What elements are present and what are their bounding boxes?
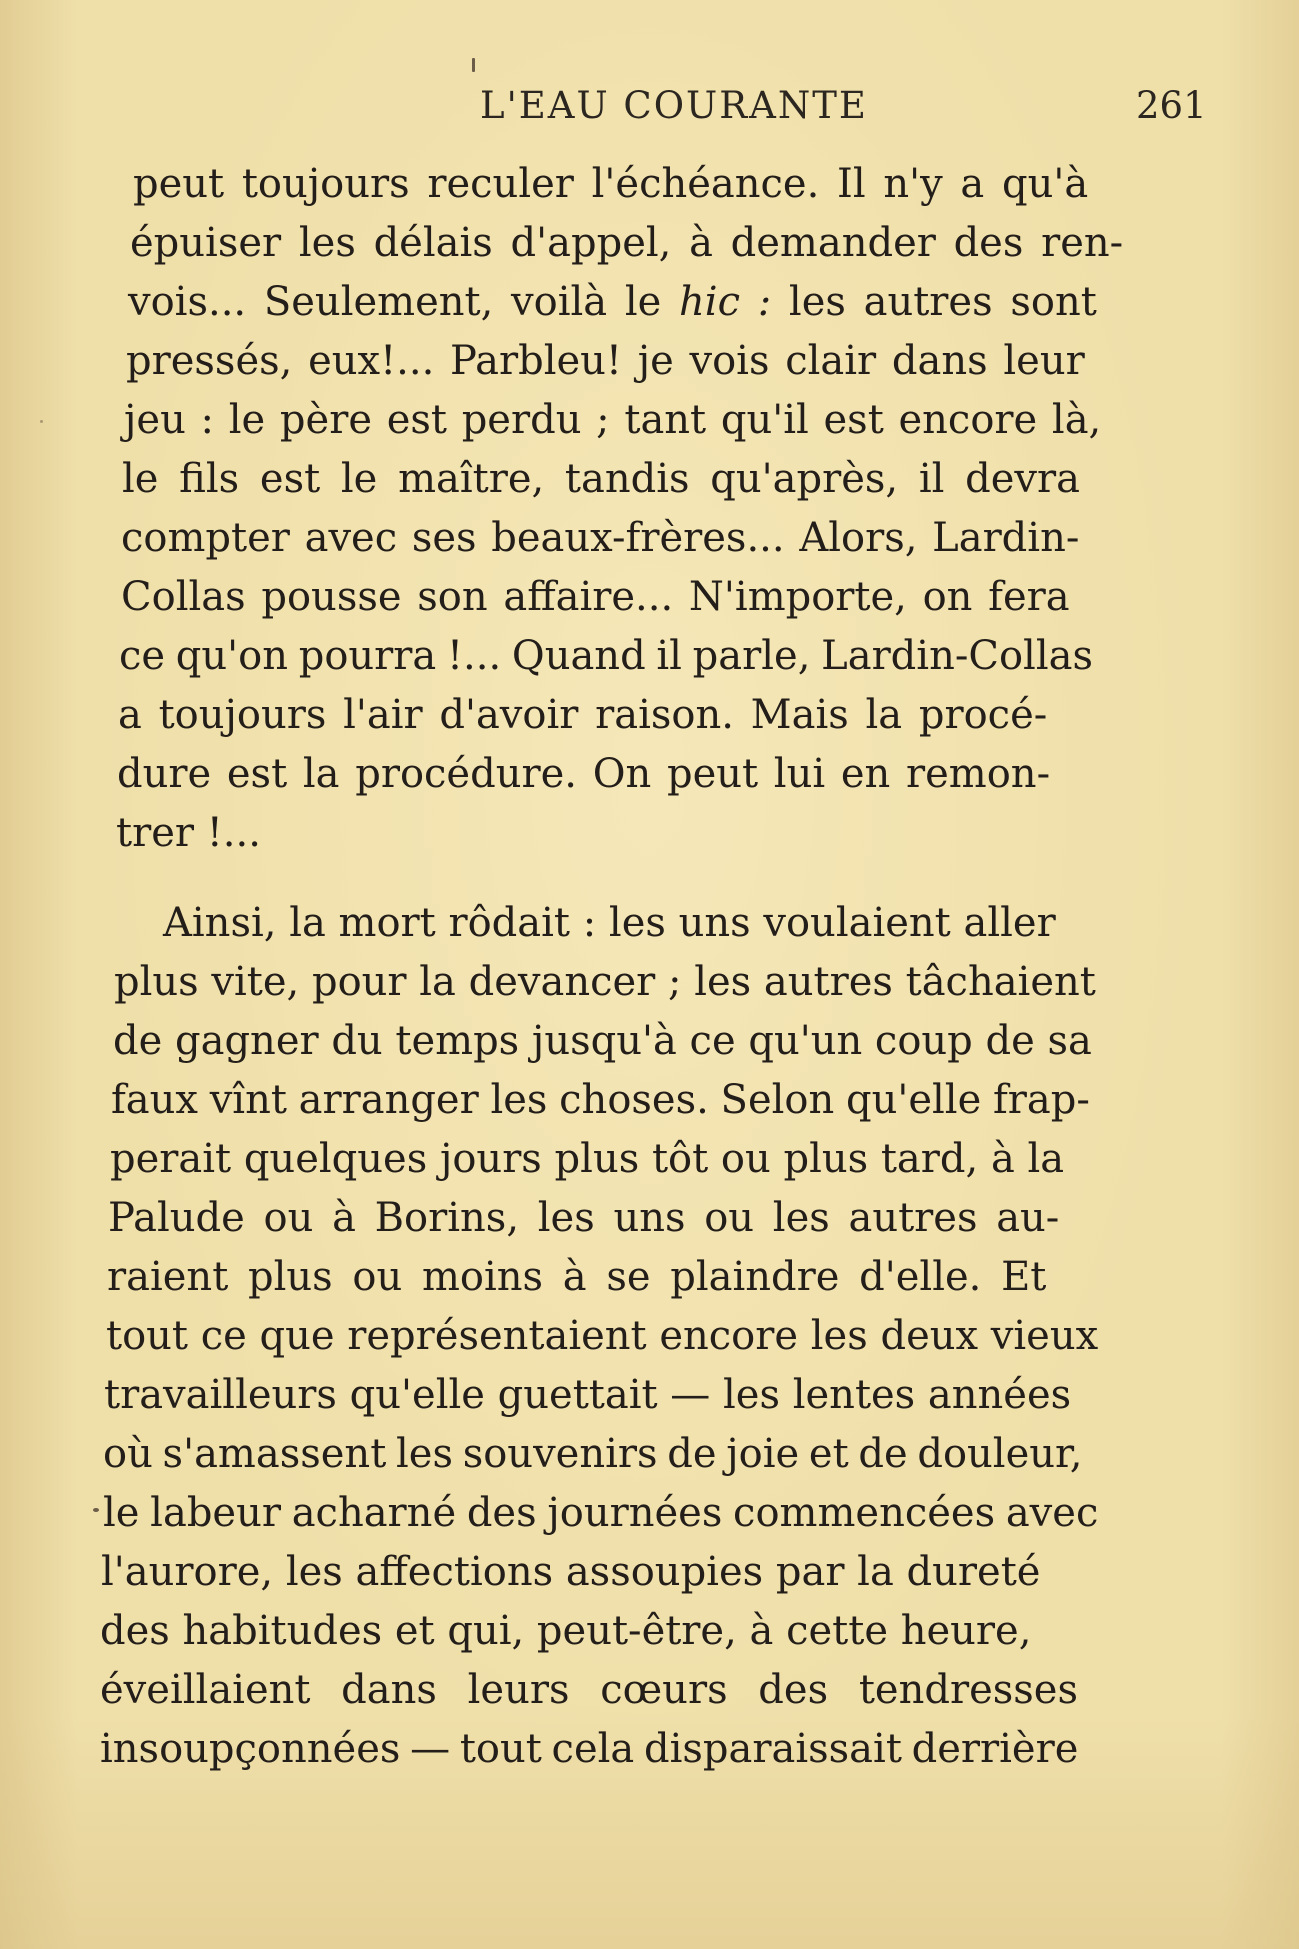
text-line: Collas pousse son affaire... N'importe, on fera [121,574,1070,620]
text-line: trer !... [116,810,261,856]
text-line: perait quelques jours plus tôt ou plus tard, à la [110,1136,1065,1182]
text-line: compter avec ses beaux-frères... Alors, Lardin- [121,515,1080,561]
text-line: faux vînt arranger les choses. Selon qu'elle frap- [111,1077,1090,1123]
text-line: le fils est le maître, tandis qu'après, il devra [122,456,1080,502]
text-line: des habitudes et qui, peut-être, à cette heure, [100,1608,1032,1654]
running-title: L'EAU COURANTE [480,84,868,127]
text-line: jeu : le père est perdu ; tant qu'il est encore là, [124,397,1102,443]
text-line: ce qu'on pourra !... Quand il parle, Lardin-Collas [119,633,1094,679]
italic-word: hic : [679,279,772,325]
text-line: peut toujours reculer l'échéance. Il n'y a qu'à [133,161,1089,207]
text-line: éveillaient dans leurs cœurs des tendresses [100,1667,1078,1713]
text-run: vois... Seulement, voilà le [128,279,680,325]
text-line: raient plus ou moins à se plaindre d'elle. Et [107,1254,1047,1300]
text-line: tout ce que représentaient encore les deux vieux [106,1313,1099,1359]
text-line: l'aurore, les affections assoupies par la dureté [101,1549,1041,1595]
ink-speck [472,58,475,72]
text-line [128,277,1097,327]
text-line: a toujours l'air d'avoir raison. Mais la procé- [118,692,1048,738]
text-line: plus vite, pour la devancer ; les autres tâchaient [114,959,1096,1005]
ink-speck [93,1508,99,1512]
text-line: le labeur acharné des journées commencées avec [103,1490,1099,1536]
text-line: épuiser les délais d'appel, à demander des ren- [130,220,1124,266]
text-line: où s'amassent les souvenirs de joie et de douleur, [103,1431,1083,1477]
text-line: de gagner du temps jusqu'à ce qu'un coup de sa [113,1018,1092,1064]
text-line: Palude ou à Borins, les uns ou les autres au- [108,1195,1060,1241]
ink-speck [40,420,43,423]
text-run: les autres sont [771,279,1097,325]
text-line: dure est la procédure. On peut lui en remon- [117,751,1051,797]
text-line: insoupçonnées — tout cela disparaissait derrière [100,1726,1079,1772]
text-line: Ainsi, la mort rôdait : les uns voulaient aller [163,900,1056,946]
text-line: travailleurs qu'elle guettait — les lentes années [104,1372,1072,1418]
text-line: pressés, eux!... Parbleu! je vois clair dans leur [126,338,1085,384]
page-number: 261 [1136,84,1207,127]
